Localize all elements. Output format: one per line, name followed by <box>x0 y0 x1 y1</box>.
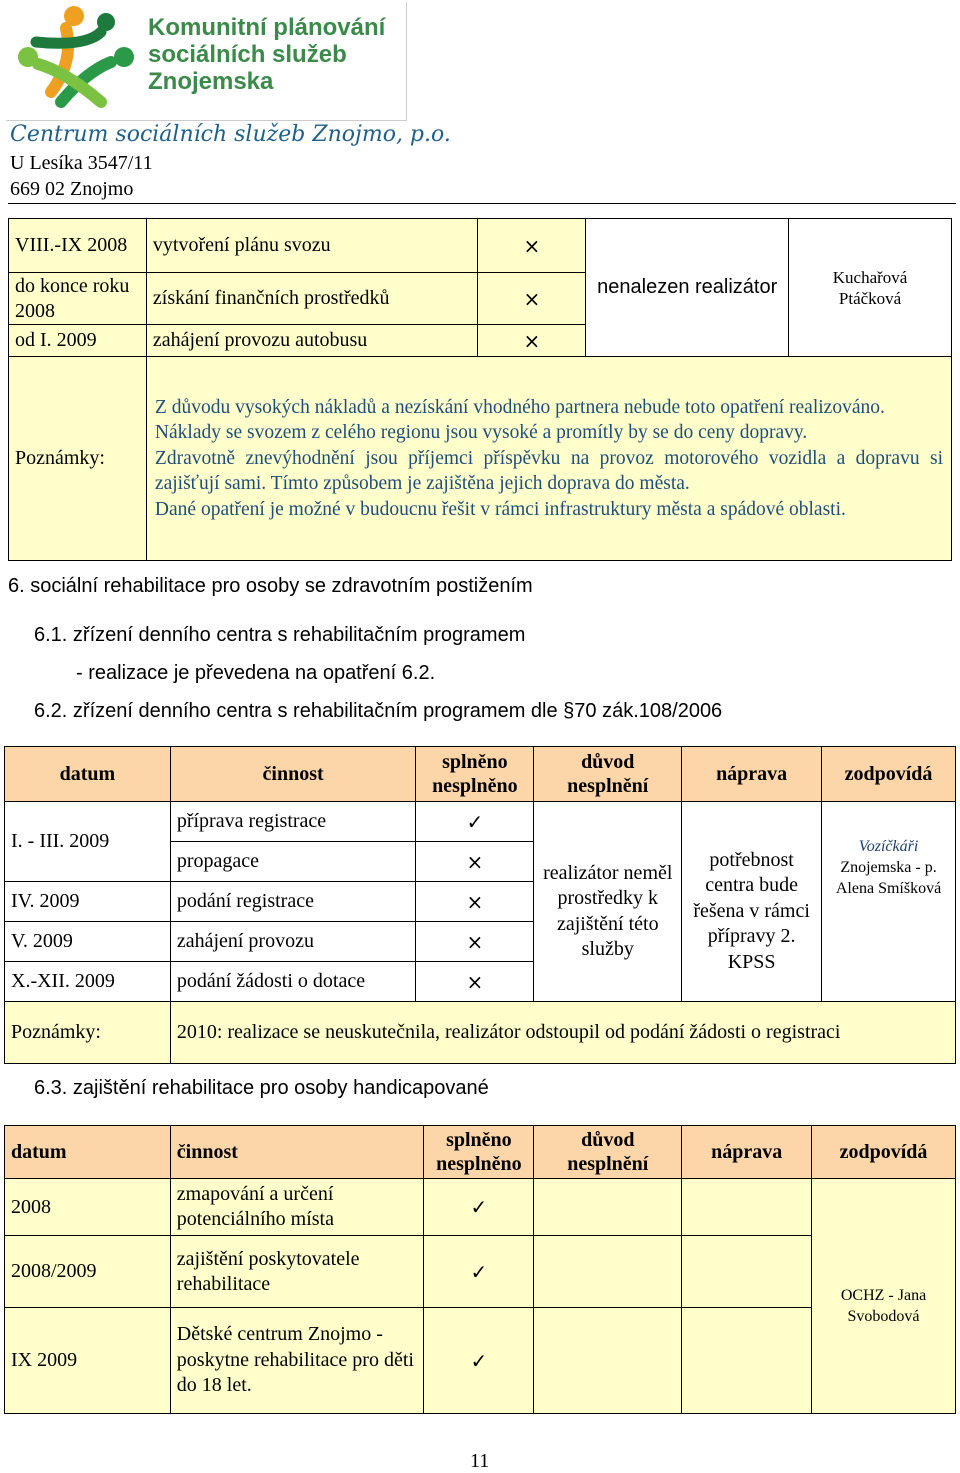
subsection-6-1-title: 6.1. zřízení denního centra s rehabilitačním programem <box>34 624 526 646</box>
cross-icon: × <box>478 219 586 273</box>
notes-cell <box>146 357 951 561</box>
check-icon: ✓ <box>424 1236 534 1308</box>
day-centre-table <box>4 746 956 1064</box>
check-icon: ✓ <box>424 1179 534 1236</box>
table-cell-date: VIII.-IX 2008 <box>9 219 147 273</box>
table-cell-date: IV. 2009 <box>5 882 171 922</box>
notes-label: Poznámky: <box>5 1002 171 1064</box>
header-cinnost: činnost <box>170 1126 424 1179</box>
subsection-6-1-note: - realizace je převedena na opatření 6.2. <box>76 662 436 684</box>
subsection-6-3-title: 6.3. zajištění rehabilitace pro osoby handicapované <box>34 1077 489 1099</box>
table-cell-date: od I. 2009 <box>9 325 147 357</box>
header-splneno: splněno nesplněno <box>424 1126 534 1179</box>
table-cell-date: 2008 <box>5 1179 171 1236</box>
header-cinnost: činnost <box>170 747 416 802</box>
table-cell-responsible: OCHZ - Jana Svobodová <box>812 1179 956 1414</box>
table-cell-date: X.-XII. 2009 <box>5 962 171 1002</box>
cross-icon: × <box>416 882 534 922</box>
rehabilitation-table <box>4 1125 956 1414</box>
note-line: Dané opatření je možné v budoucnu řešit v rámci infrastruktury města a spádové oblasti. <box>154 498 846 520</box>
table-cell-activity: vytvoření plánu svozu <box>146 219 478 273</box>
header-splneno: splněno nesplněno <box>416 747 534 802</box>
responsible-org: Vozíčkáři <box>858 838 919 855</box>
table-cell-date: V. 2009 <box>5 922 171 962</box>
logo-title: Komunitní plánování sociálních služeb Znojemska <box>148 14 386 95</box>
logo-figures-icon <box>6 2 146 117</box>
header-duvod: důvod nesplnění <box>534 747 682 802</box>
notes-cell: 2010: realizace se neuskutečnila, realizátor odstoupil od podání žádosti o registraci <box>170 1002 955 1064</box>
table-cell-activity: podání žádosti o dotace <box>170 962 416 1002</box>
cross-icon: × <box>478 325 586 357</box>
header-datum: datum <box>5 1126 171 1179</box>
table-cell-remedy <box>682 1308 812 1414</box>
note-line: Náklady se svozem z celého regionu jsou vysoké a promítly by se do ceny dopravy. <box>154 422 808 444</box>
table-cell-activity: zahájení provozu <box>170 922 416 962</box>
table-cell-activity: příprava registrace <box>170 802 416 842</box>
cross-icon: × <box>416 962 534 1002</box>
address-line-1: U Lesíka 3547/11 <box>10 152 153 174</box>
table-cell-remedy <box>682 1179 812 1236</box>
header-naprava: náprava <box>682 747 822 802</box>
header-zodpovida: zodpovídá <box>812 1126 956 1179</box>
table-cell-activity: podání registrace <box>170 882 416 922</box>
header-duvod: důvod nesplnění <box>534 1126 682 1179</box>
subsection-6-2-title: 6.2. zřízení denního centra s rehabilitačním programem dle §70 zák.108/2006 <box>34 700 723 722</box>
table-cell-remedy: potřebnost centra bude řešena v rámci přípravy 2. KPSS <box>682 802 822 1002</box>
table-cell-remedy <box>682 1236 812 1308</box>
table-cell-reason: nenalezen realizátor <box>586 219 789 357</box>
responsible-name: Ptáčková <box>838 288 902 308</box>
table-cell-date: IX 2009 <box>5 1308 171 1414</box>
table-cell-activity: propagace <box>170 842 416 882</box>
responsible-name: Kuchařová <box>832 267 908 287</box>
table-cell-activity: zajištění poskytovatele rehabilitace <box>170 1236 424 1308</box>
table-cell-activity: získání finančních prostředků <box>146 273 478 325</box>
table-cell-activity: Dětské centrum Znojmo - poskytne rehabilitace pro děti do 18 let. <box>170 1308 424 1414</box>
header-datum: datum <box>5 747 171 802</box>
table-cell-responsible <box>789 219 952 357</box>
table-cell-date: 2008/2009 <box>5 1236 171 1308</box>
cross-icon: × <box>416 922 534 962</box>
address-line-2: 669 02 Znojmo <box>10 178 134 200</box>
cross-icon: × <box>478 273 586 325</box>
note-line: Zdravotně znevýhodnění jsou příjemci příspěvku na provoz motorového vozidla a dopravu si zajišťují sami. Tímto způsobem je zajištěna jejich doprava do města. <box>154 447 943 495</box>
header-divider <box>8 203 956 204</box>
check-icon: ✓ <box>424 1308 534 1414</box>
header-naprava: náprava <box>682 1126 812 1179</box>
section-6-title: 6. sociální rehabilitace pro osoby se zdravotním postižením <box>8 575 533 597</box>
header-zodpovida: zodpovídá <box>822 747 956 802</box>
transport-plan-table <box>8 218 952 561</box>
table-cell-activity: zmapování a určení potenciálního místa <box>170 1179 424 1236</box>
table-cell-reason <box>534 1308 682 1414</box>
check-icon: ✓ <box>416 802 534 842</box>
responsible-person: Znojemska - p. Alena Smíšková <box>835 859 942 897</box>
table-cell-responsible <box>822 802 956 1002</box>
table-cell-date: do konce roku 2008 <box>9 273 147 325</box>
note-line: Z důvodu vysokých nákladů a nezískání vhodného partnera nebude toto opatření realizováno. <box>154 396 885 418</box>
table-cell-reason <box>534 1179 682 1236</box>
table-cell-reason <box>534 1236 682 1308</box>
organization-name: Centrum sociálních služeb Znojmo, p.o. <box>10 122 451 147</box>
page-number: 11 <box>470 1450 490 1472</box>
notes-label: Poznámky: <box>9 357 147 561</box>
cross-icon: × <box>416 842 534 882</box>
table-cell-activity: zahájení provozu autobusu <box>146 325 478 357</box>
table-cell-date: I. - III. 2009 <box>5 802 171 882</box>
table-cell-reason: realizátor neměl prostředky k zajištění této služby <box>534 802 682 1002</box>
